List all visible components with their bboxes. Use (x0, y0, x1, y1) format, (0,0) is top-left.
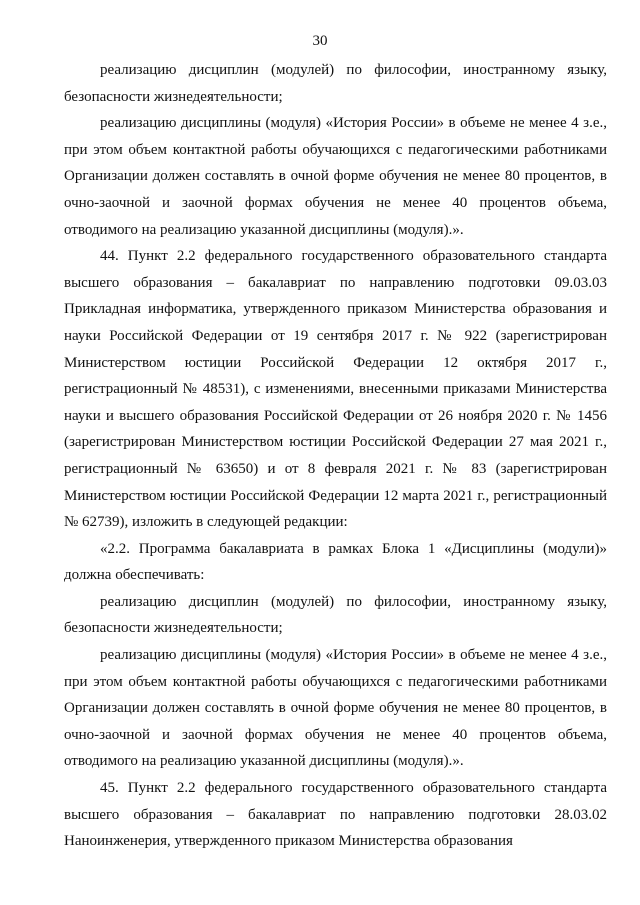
paragraph-program-block-1: «2.2. Программа бакалавриата в рамках Блока 1 «Дисциплины (модули)» должна обеспечивать: (64, 540, 607, 584)
paragraph-clause-44: 44. Пункт 2.2 федерального государственного образовательного стандарта высшего образования – бакалавриат по направлению подготовки 09.03.03 Прикладная информатика, утвержденного приказом Министерства образования и науки Российской Федерации от 19 сентября 2017 г. № 922 (зарегистрирован Министерством юстиции Российской Федерации 12 октября 2017 г., регистрационный № 48531), с изменениями, внесенными приказами Министерства науки и высшего образования Российской Федерации от 26 ноября 2020 г. № 1456 (зарегистрирован Министерством юстиции Российской Федерации 27 мая 2021 г., регистрационный № 63650) и от 8 февраля 2021 г. № 83 (зарегистрирован Министерством юстиции Российской Федерации 12 марта 2021 г., регистрационный № 62739), изложить в следующей редакции: (64, 248, 607, 531)
page-number: 30 (312, 33, 328, 49)
document-body (64, 57, 607, 855)
paragraph-history-discipline: реализацию дисциплины (модуля) «История России» в объеме не менее 4 з.е., при этом объем контактной работы обучающихся с педагогическими работниками Организации должен составлять в очной форме обучения не менее 80 процентов, в очно-заочной и заочной формах обучения не менее 40 процентов объема, отводимого на реализацию указанной дисциплины (модуля).». (64, 115, 607, 238)
paragraph-clause-45: 45. Пункт 2.2 федерального государственного образовательного стандарта высшего образования – бакалавриат по направлению подготовки 28.03.02 Наноинженерия, утвержденного приказом Министерства образования (64, 780, 607, 850)
paragraph-history-discipline-2: реализацию дисциплины (модуля) «История России» в объеме не менее 4 з.е., при этом объем контактной работы обучающихся с педагогическими работниками Организации должен составлять в очной форме обучения не менее 80 процентов, в очно-заочной и заочной формах обучения не менее 40 процентов объема, отводимого на реализацию указанной дисциплины (модуля).». (64, 647, 607, 770)
paragraph-disciplines-list-2: реализацию дисциплин (модулей) по философии, иностранному языку, безопасности жизнедеятельности; (64, 593, 607, 637)
paragraph-disciplines-list: реализацию дисциплин (модулей) по философии, иностранному языку, безопасности жизнедеятельности; (64, 62, 607, 105)
